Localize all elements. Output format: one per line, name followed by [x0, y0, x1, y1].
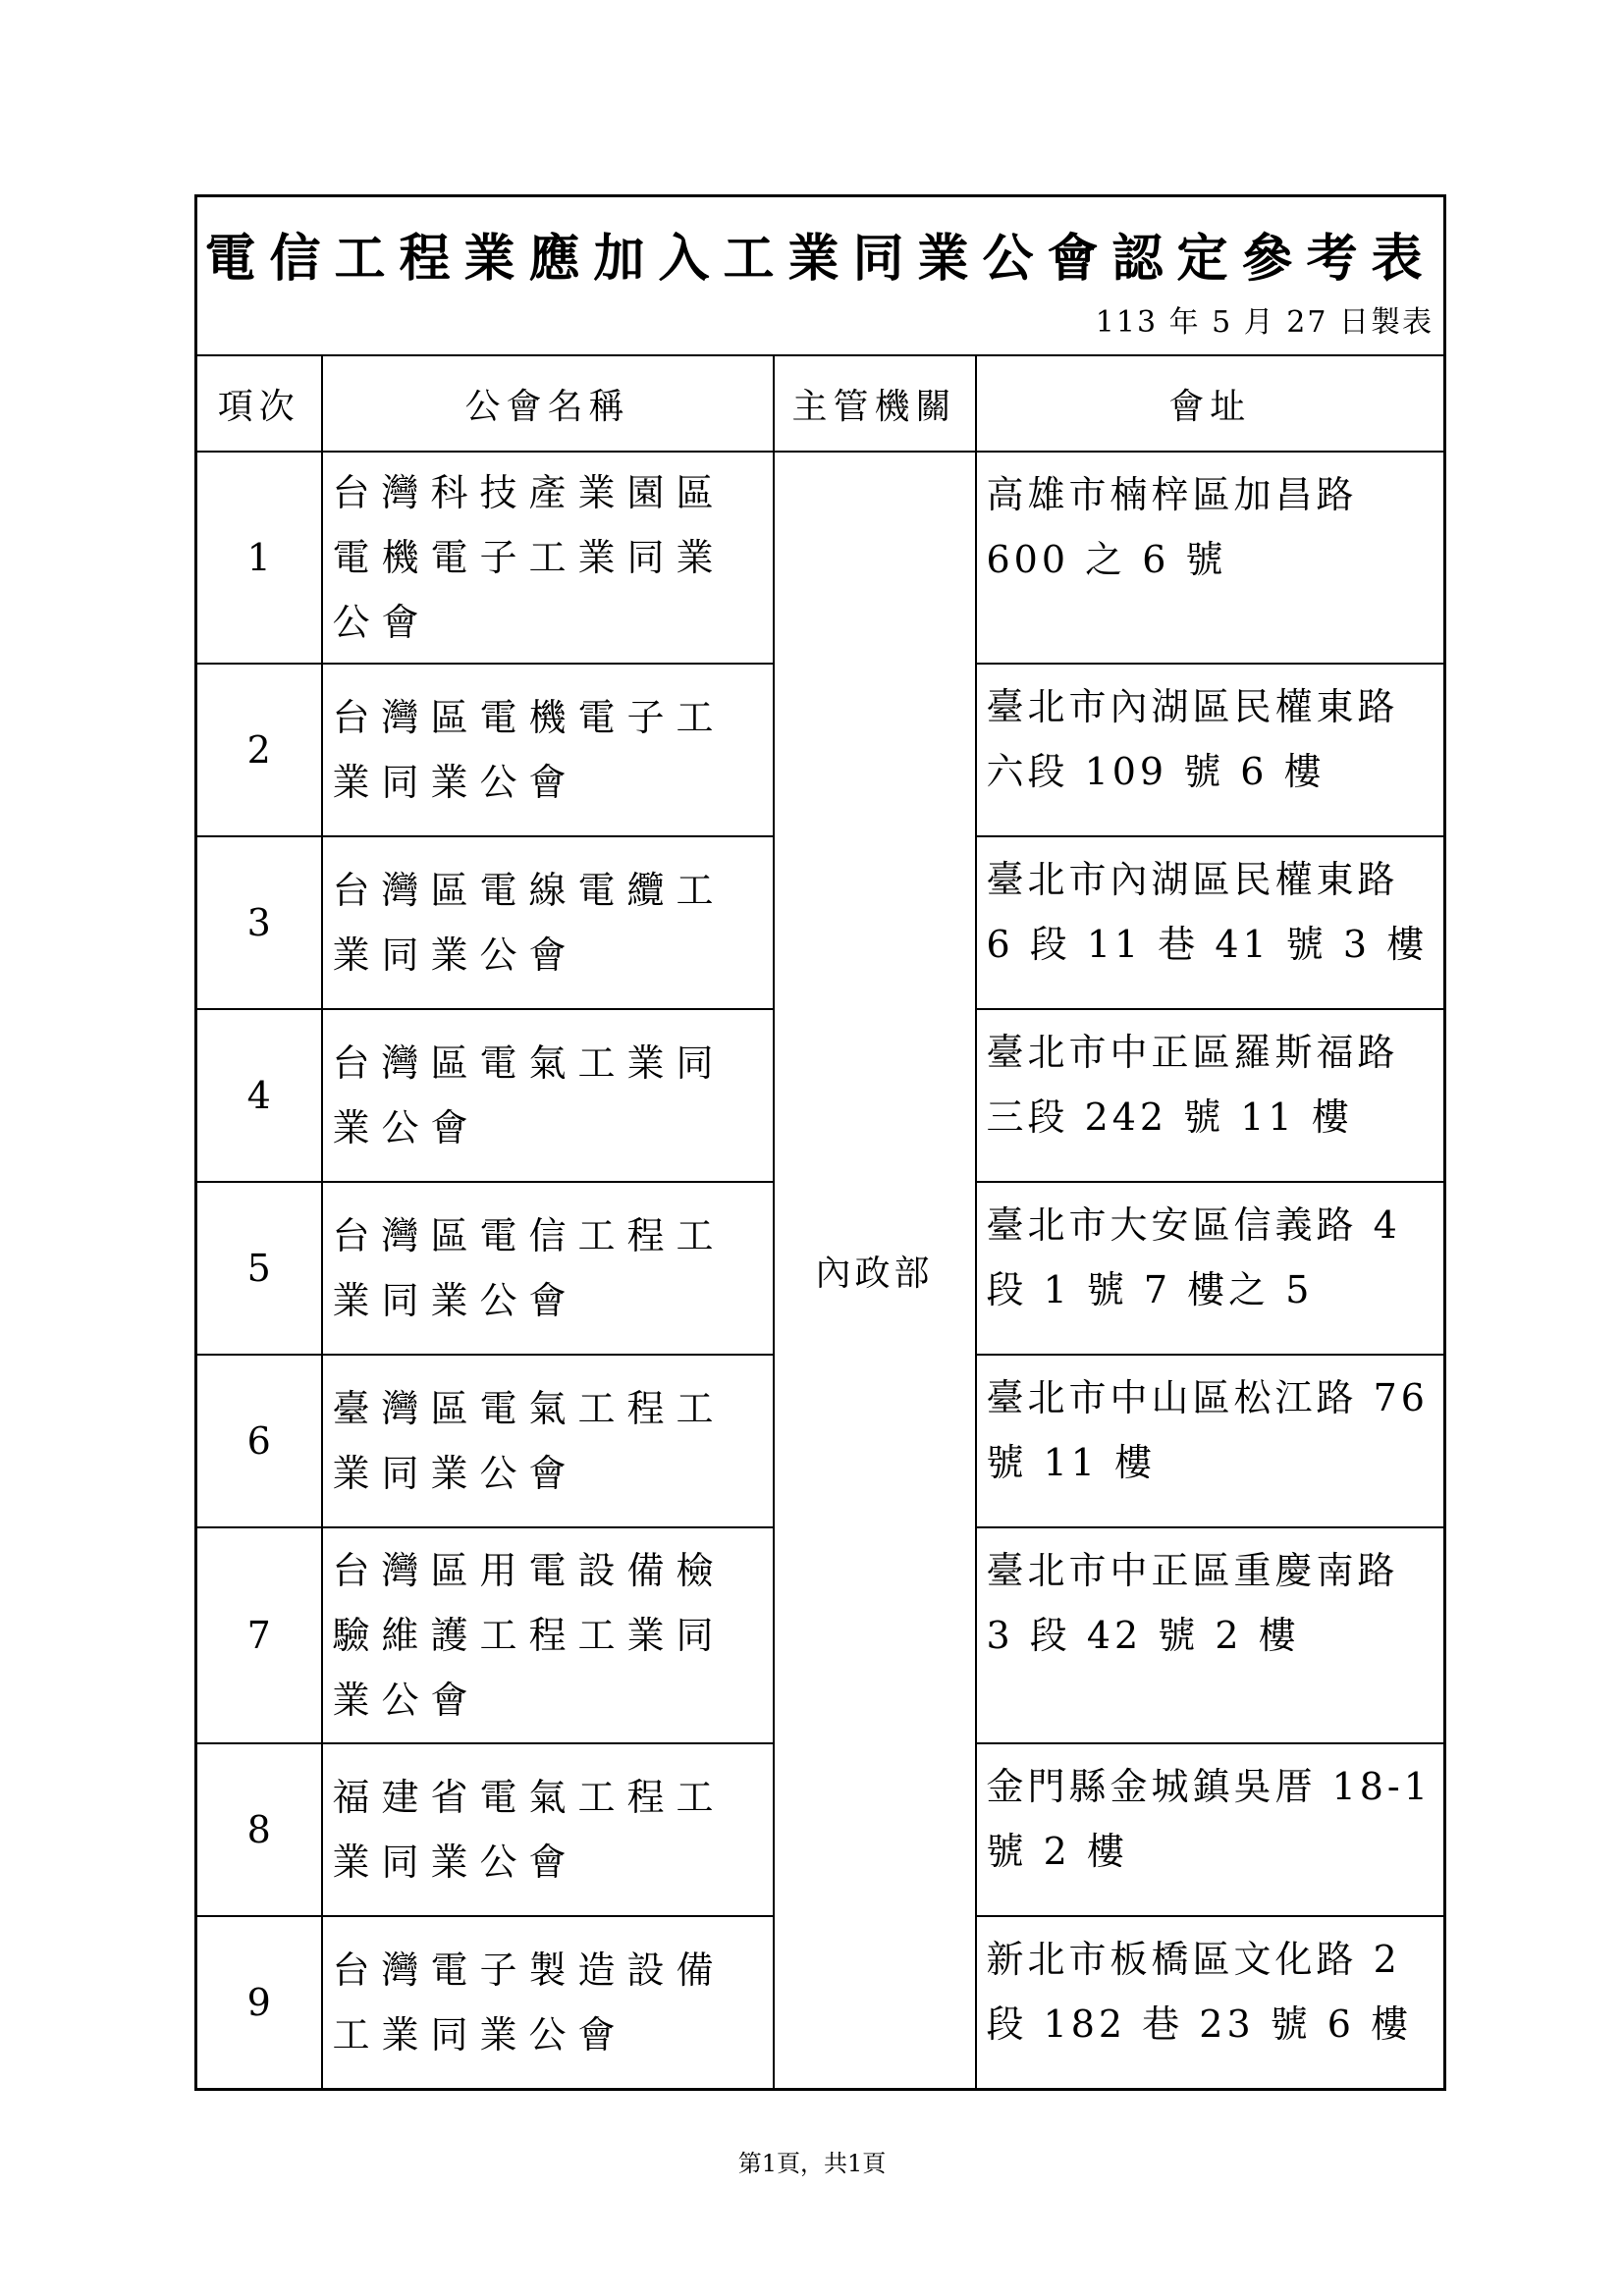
association-address: 新北市板橋區文化路 2 段 182 巷 23 號 6 樓 — [976, 1916, 1445, 2090]
association-address: 臺北市中正區羅斯福路三段 242 號 11 樓 — [976, 1009, 1445, 1182]
association-address: 臺北市中山區松江路 76 號 11 樓 — [976, 1355, 1445, 1527]
reference-table-sheet — [194, 194, 1443, 2091]
association-name: 台灣區電機電子工業同業公會 — [322, 664, 774, 836]
association-address: 臺北市內湖區民權東路六段 109 號 6 樓 — [976, 664, 1445, 836]
header-row — [196, 355, 1445, 452]
row-number: 1 — [196, 452, 322, 664]
reference-table — [194, 194, 1446, 2091]
row-number: 9 — [196, 1916, 322, 2090]
title-cell — [196, 196, 1445, 356]
row-number: 2 — [196, 664, 322, 836]
association-name: 台灣區電氣工業同業公會 — [322, 1009, 774, 1182]
association-name: 台灣科技產業園區電機電子工業同業公會 — [322, 452, 774, 664]
header-association-name: 公會名稱 — [322, 355, 774, 452]
row-number: 7 — [196, 1527, 322, 1743]
association-address: 臺北市大安區信義路 4 段 1 號 7 樓之 5 — [976, 1182, 1445, 1355]
row-number: 3 — [196, 836, 322, 1009]
row-number: 6 — [196, 1355, 322, 1527]
association-name: 臺灣區電氣工程工業同業公會 — [322, 1355, 774, 1527]
association-address: 臺北市內湖區民權東路 6 段 11 巷 41 號 3 樓 — [976, 836, 1445, 1009]
association-name: 台灣區用電設備檢驗維護工程工業同業公會 — [322, 1527, 774, 1743]
header-item-no: 項次 — [196, 355, 322, 452]
table-row — [196, 452, 1445, 664]
association-address: 臺北市中正區重慶南路 3 段 42 號 2 樓 — [976, 1527, 1445, 1743]
document-title: 電信工程業應加入工業同業公會認定參考表 — [204, 229, 1436, 289]
association-name: 福建省電氣工程工業同業公會 — [322, 1743, 774, 1916]
association-address: 高雄市楠梓區加昌路 600 之 6 號 — [976, 452, 1445, 664]
authority-cell: 內政部 — [774, 452, 976, 2090]
row-number: 4 — [196, 1009, 322, 1182]
header-address: 會址 — [976, 355, 1445, 452]
header-authority: 主管機關 — [774, 355, 976, 452]
date-note: 113 年 5 月 27 日製表 — [1095, 305, 1434, 340]
row-number: 8 — [196, 1743, 322, 1916]
association-name: 台灣電子製造設備工業同業公會 — [322, 1916, 774, 2090]
page-footer: 第1頁，共1頁 — [737, 2150, 887, 2177]
association-address: 金門縣金城鎮吳厝 18-1 號 2 樓 — [976, 1743, 1445, 1916]
association-name: 台灣區電線電纜工業同業公會 — [322, 836, 774, 1009]
row-number: 5 — [196, 1182, 322, 1355]
association-name: 台灣區電信工程工業同業公會 — [322, 1182, 774, 1355]
